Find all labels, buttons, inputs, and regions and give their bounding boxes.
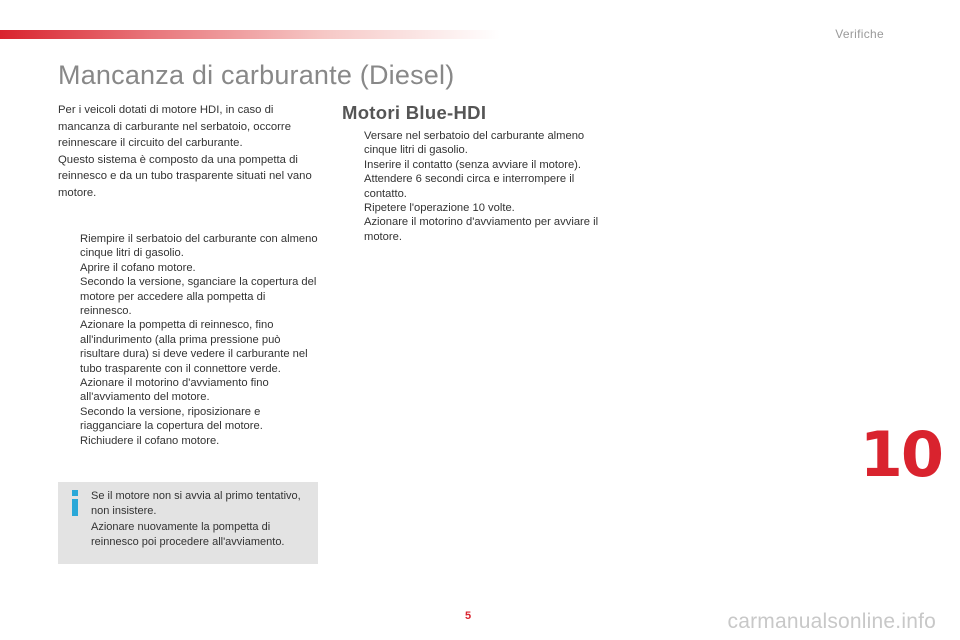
step-text: Richiudere il cofano motore.	[80, 434, 220, 447]
header-accent-bar	[0, 30, 500, 39]
blue-hdi-step	[342, 158, 607, 172]
blue-hdi-heading: Motori Blue-HDI	[342, 102, 487, 123]
step-text: Riempire il serbatoio del carburante con almeno cinque litri di gasolio.	[80, 233, 318, 260]
blue-hdi-steps	[342, 129, 607, 244]
info-line: Azionare nuovamente la pompetta di reinnesco poi procedere all'avviamento.	[91, 521, 285, 548]
intro-text	[58, 102, 323, 201]
diesel-step	[58, 261, 318, 275]
diesel-step	[58, 376, 318, 405]
diesel-step-list	[58, 232, 318, 448]
intro-paragraph: Questo sistema è composto da una pompetta di reinnesco e da un tubo trasparente situati nel vano motore.	[58, 153, 312, 199]
step-text: Attendere 6 secondi circa e interrompere il contatto.	[364, 173, 575, 200]
info-line: Se il motore non si avvia al primo tentativo, non insistere.	[91, 490, 301, 517]
page-title: Mancanza di carburante (Diesel)	[58, 60, 455, 90]
info-box	[58, 482, 318, 564]
step-text: Inserire il contatto (senza avviare il motore).	[364, 158, 581, 171]
blue-hdi-step	[342, 129, 607, 158]
chapter-number: 10	[859, 418, 942, 491]
info-icon	[69, 490, 81, 516]
step-text: Secondo la versione, sganciare la copertura del motore per accedere alla pompetta di reinnesco.	[80, 276, 317, 318]
step-text: Secondo la versione, riposizionare e riagganciare la copertura del motore.	[80, 405, 263, 433]
intro-paragraph: Per i veicoli dotati di motore HDI, in caso di mancanza di carburante nel serbatoio, occorre reinnescare il circuito del carburante.	[58, 104, 291, 149]
step-text: Ripetere l'operazione 10 volte.	[364, 202, 515, 215]
step-text: Versare nel serbatoio del carburante almeno cinque litri di gasolio.	[364, 130, 585, 157]
diesel-step	[58, 318, 318, 376]
step-text: Azionare il motorino d'avviamento fino all'avviamento del motore.	[80, 377, 269, 404]
step-text: Azionare la pompetta di reinnesco, fino all'indurimento (alla prima pressione può risultare dura) si deve vedere il carburante nel tubo trasparente con il connettore verde.	[80, 319, 308, 375]
step-text: Aprire il cofano motore.	[80, 261, 196, 274]
diesel-step	[58, 434, 318, 448]
blue-hdi-step	[342, 215, 607, 244]
blue-hdi-step	[342, 172, 607, 201]
diesel-step	[58, 232, 318, 261]
section-title: Verifiche	[835, 27, 884, 41]
diesel-step	[58, 275, 318, 318]
blue-hdi-step	[342, 201, 607, 215]
info-text	[91, 489, 313, 551]
blue-hdi-step-list	[342, 129, 607, 244]
diesel-steps	[58, 232, 318, 448]
page-number: 5	[465, 610, 472, 622]
diesel-step	[58, 405, 318, 434]
step-text: Azionare il motorino d'avviamento per avviare il motore.	[364, 216, 599, 243]
watermark-text: carmanualsonline.info	[727, 610, 936, 633]
